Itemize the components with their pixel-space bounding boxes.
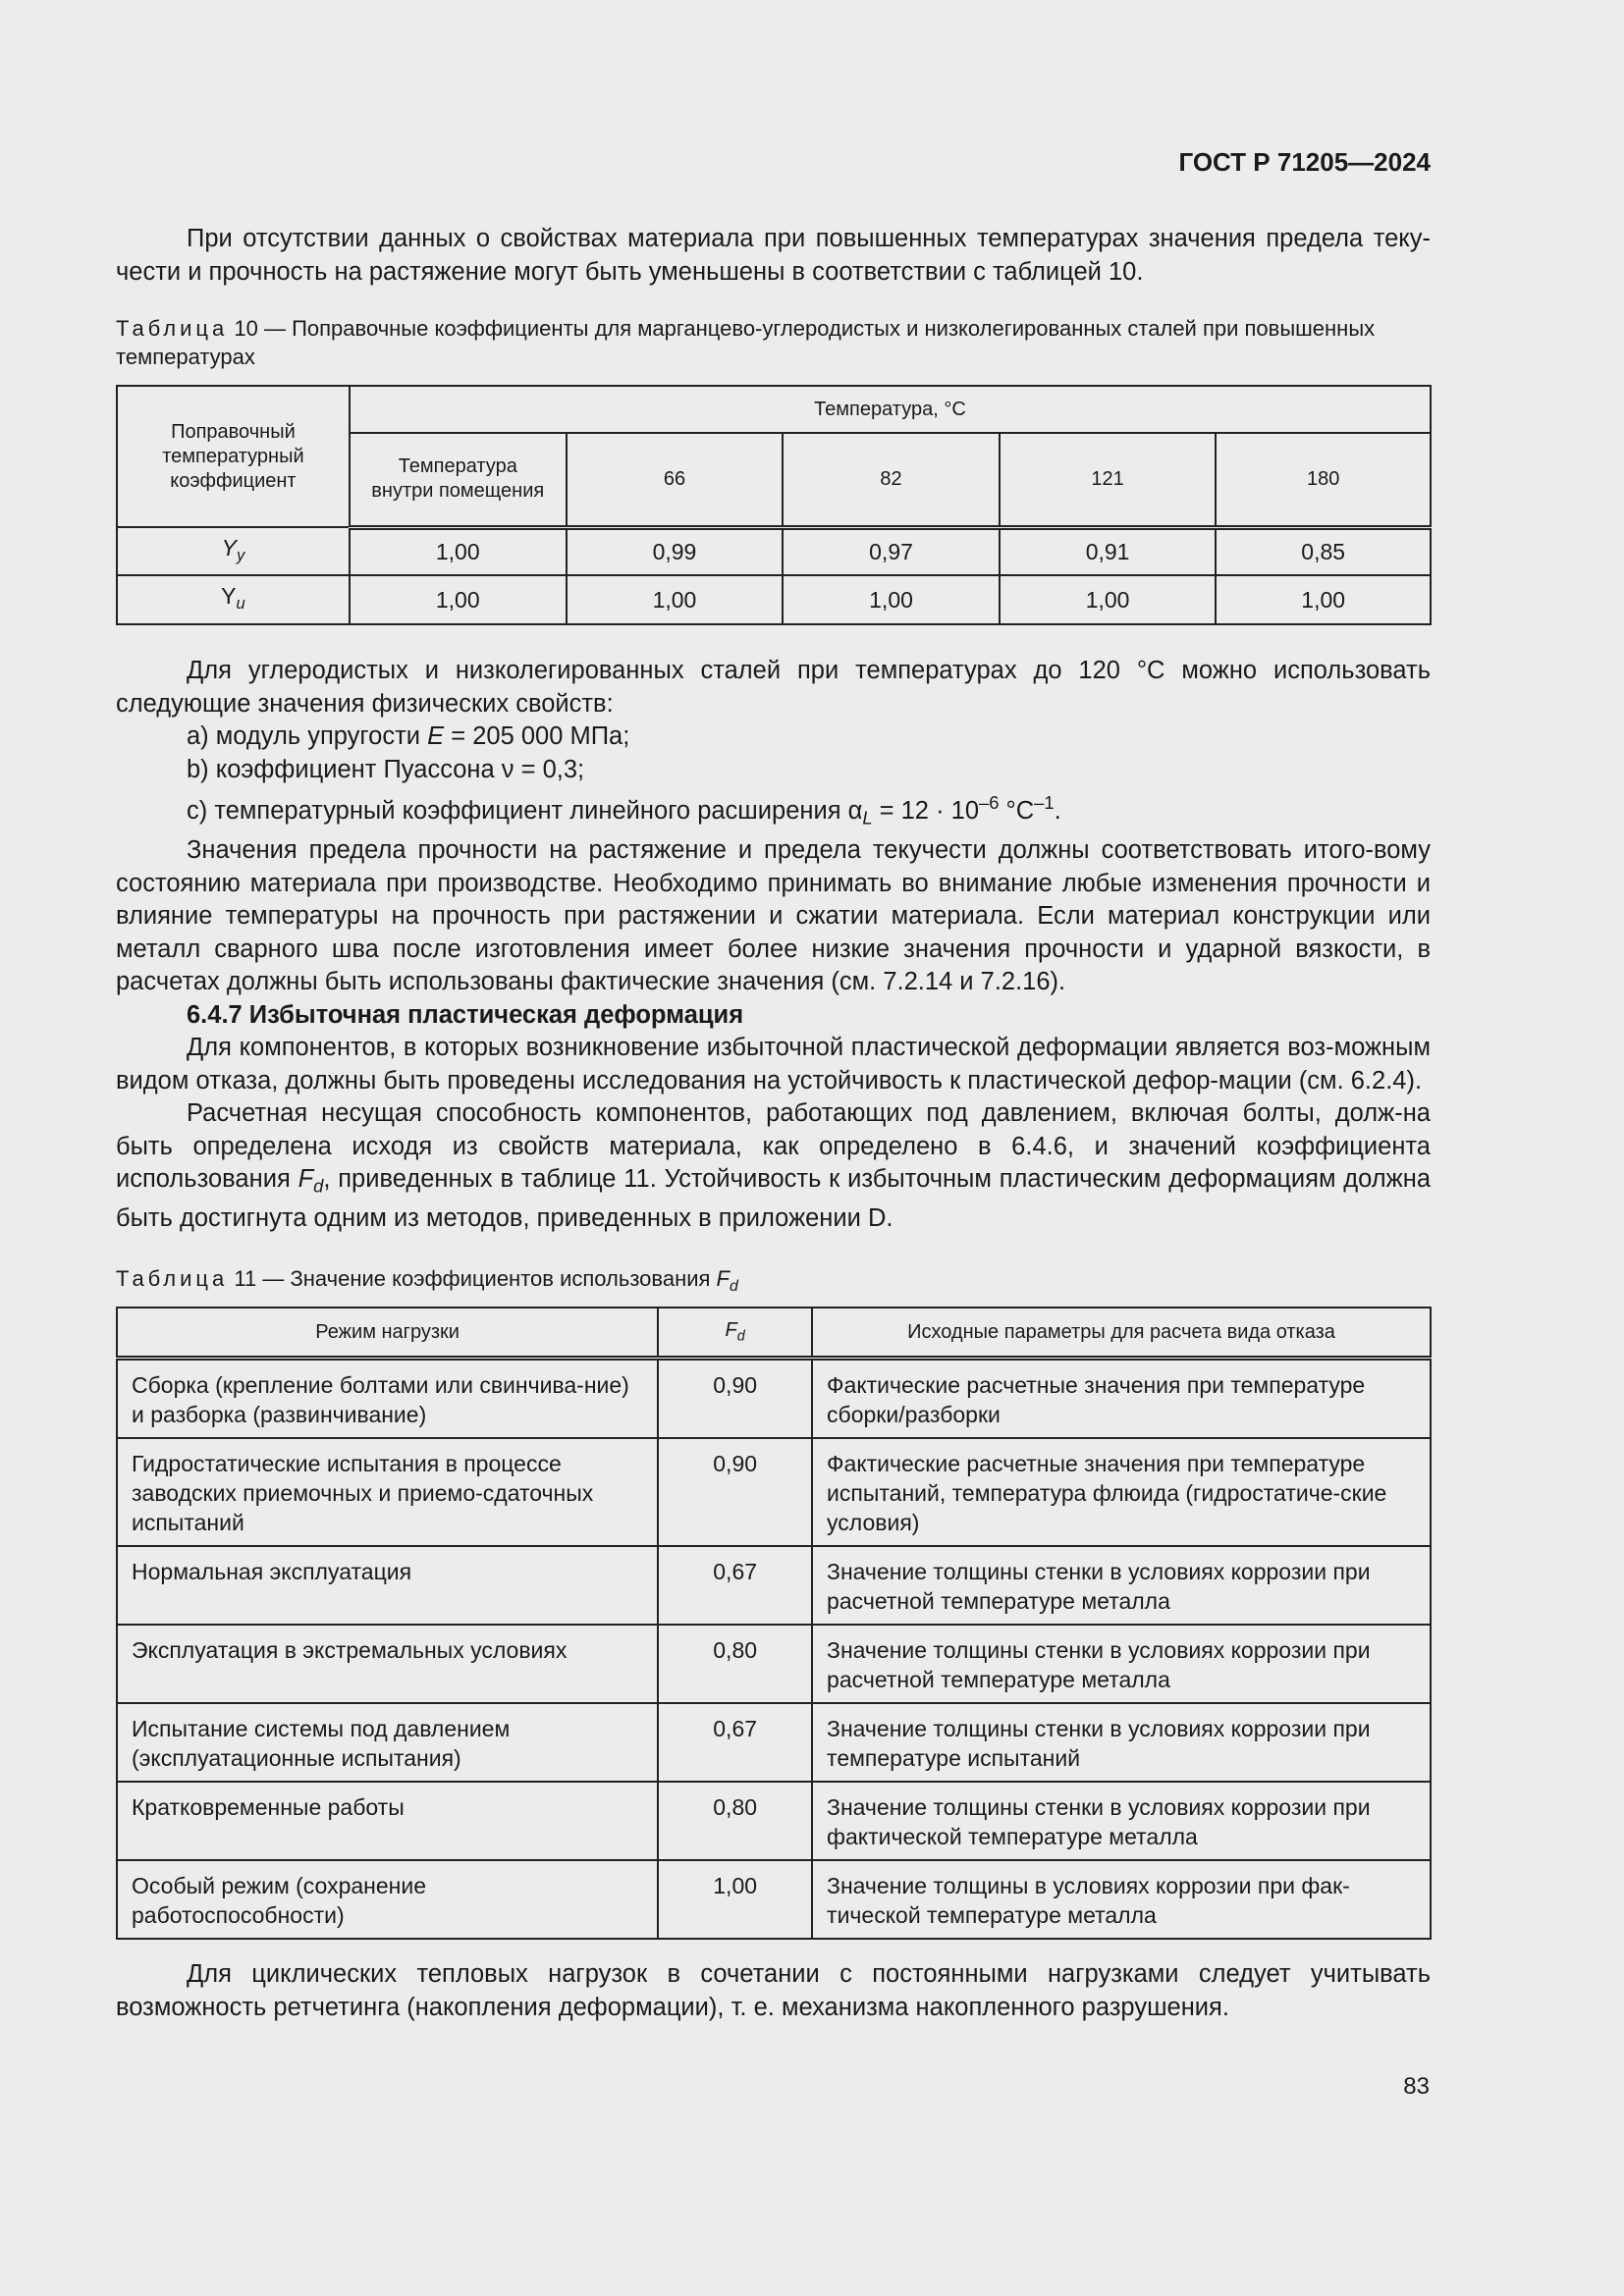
table11-mode: Сборка (крепление болтами или свинчива-ние) и разборка (развинчивание)	[117, 1359, 658, 1439]
table10-temp-header: Температура внутри помещения	[350, 433, 567, 527]
table10-cell: 0,99	[567, 527, 784, 575]
table10-caption-text: 10 — Поправочные коэффициенты для марганцево-углеродистых и низколегированных сталей при повышенных температурах	[116, 316, 1376, 369]
paragraph-ratcheting: Для циклических тепловых нагрузок в сочетании с постоянными нагрузками следует учитывать возможность ретчетинга (накопления деформации), т. е. механизма накопленного разрушения.	[116, 1960, 1431, 2021]
table11-fd: 0,80	[658, 1625, 812, 1703]
standard-header: ГОСТ Р 71205—2024	[1178, 147, 1431, 177]
table11-fd: 1,00	[658, 1860, 812, 1939]
table10-cell: 1,00	[1216, 575, 1431, 624]
table11-mode: Эксплуатация в экстремальных условиях	[117, 1625, 658, 1703]
table10-caption	[116, 314, 1431, 371]
table11-params: Значение толщины стенки в условиях коррозии при температуре испытаний	[812, 1703, 1431, 1782]
paragraph-plastic-deformation: Для компонентов, в которых возникновение избыточной пластической деформации является воз-можным видом отказа, должны быть проведены исследования на устойчивость к пластической дефор-мации (см. 6.2.4).	[116, 1034, 1431, 1095]
paragraph-strength-values: Значения предела прочности на растяжение и предела текучести должны соответствовать итого-вому состоянию материала при производстве. Необходимо принимать во внимание любые изменения прочности и влияние температуры на прочность при растяжении и сжатии материала. Если материал конструкции или металл сварного шва после изготовления имеет более низкие значения прочности и ударной вязкости, в расчетах должны быть использованы фактические значения (см. 7.2.14 и 7.2.16).	[116, 836, 1431, 996]
table10-cell: 1,00	[350, 575, 567, 624]
table11-params: Фактические расчетные значения при температуре испытаний, температура флюида (гидростатиче-ские условия)	[812, 1438, 1431, 1546]
table11-mode: Особый режим (сохранение работоспособности)	[117, 1860, 658, 1939]
table10-cell: 0,85	[1216, 527, 1431, 575]
intro-paragraph	[116, 223, 1431, 289]
table-row	[117, 1703, 1431, 1782]
table11-mode: Гидростатические испытания в процессе заводских приемочных и приемо-сдаточных испытаний	[117, 1438, 658, 1546]
table11-fd: 0,80	[658, 1782, 812, 1860]
table10-cell: 0,97	[783, 527, 1000, 575]
intro-text: При отсутствии данных о свойствах материала при повышенных температурах значения предела теку-чести и прочность на растяжение могут быть уменьшены в соответствии с таблицей 10.	[116, 225, 1431, 286]
table11-mode: Нормальная эксплуатация	[117, 1546, 658, 1625]
table-row	[117, 1860, 1431, 1939]
table10-cell: 1,00	[1000, 575, 1217, 624]
table11-caption: Таблица 11 — Значение коэффициентов использования $F_d$	[116, 1266, 738, 1295]
table10-cell: 1,00	[350, 527, 567, 575]
table-row	[117, 1359, 1431, 1439]
table11-params: Фактические расчетные значения при температуре сборки/разборки	[812, 1359, 1431, 1439]
table-row	[117, 1546, 1431, 1625]
table11-params: Значение толщины в условиях коррозии при фак-тической температуре металла	[812, 1860, 1431, 1939]
table10-row	[117, 575, 1431, 624]
table11-fd: 0,90	[658, 1359, 812, 1439]
closing-paragraph	[116, 1958, 1431, 2024]
table11-mode: Испытание системы под давлением (эксплуатационные испытания)	[117, 1703, 658, 1782]
table10-temp-header: 82	[783, 433, 1000, 527]
table11-params: Значение толщины стенки в условиях коррозии при расчетной температуре металла	[812, 1546, 1431, 1625]
table11-header-mode: Режим нагрузки	[117, 1308, 658, 1359]
table10-cell: 1,00	[783, 575, 1000, 624]
table11-fd: 0,67	[658, 1546, 812, 1625]
table-10	[116, 385, 1432, 625]
table-row	[117, 1782, 1431, 1860]
table10-temp-header: 121	[1000, 433, 1217, 527]
paragraph-physical-properties: Для углеродистых и низколегированных сталей при температурах до 120 °С можно использовать следующие значения физических свойств:	[116, 657, 1431, 718]
table-row	[117, 1438, 1431, 1546]
table11-params: Значение толщины стенки в условиях коррозии при расчетной температуре металла	[812, 1625, 1431, 1703]
table10-temp-header: 180	[1216, 433, 1431, 527]
table10-caption-prefix: Таблица	[116, 316, 229, 341]
table10-temp-header: 66	[567, 433, 784, 527]
list-item-c: c) температурный коэффициент линейного расширения $\alpha_L = 12 \cdot 10^{-6}$ $^\circ C^{-1}$.	[187, 792, 1061, 828]
table10-row	[117, 527, 1431, 575]
table10-cell: 1,00	[567, 575, 784, 624]
list-item-a: a) модуль упругости E = 205 000 МПа;	[187, 722, 630, 750]
table11-mode: Кратковременные работы	[117, 1782, 658, 1860]
table11-fd: 0,90	[658, 1438, 812, 1546]
table11-caption-text: 11 — Значение коэффициентов использования	[228, 1266, 717, 1291]
table11-header-params: Исходные параметры для расчета вида отказа	[812, 1308, 1431, 1359]
table10-symbol: $Y_y$	[117, 527, 350, 575]
table10-cell: 0,91	[1000, 527, 1217, 575]
table11-fd: 0,67	[658, 1703, 812, 1782]
section-title: 6.4.7 Избыточная пластическая деформация	[187, 1000, 744, 1029]
table10-symbol: $Y_u$	[117, 575, 350, 624]
table10-group-header: Температура, °С	[350, 386, 1431, 433]
table11-caption-prefix: Таблица	[116, 1266, 229, 1291]
page-number: 83	[1403, 2073, 1430, 2100]
body-text-block-1	[116, 655, 1431, 1236]
paragraph-load-capacity: Расчетная несущая способность компонентов, работающих под давлением, включая болты, долж-на быть определена исходя из свойств материала, как определено в 6.4.6, и значений коэффициента использования $F_d$, приведенных в таблице 11. Устойчивость к избыточным пластическим деформациям должна быть достигнута одним из методов, приведенных в приложении D.	[116, 1099, 1432, 1233]
table-11	[116, 1307, 1432, 1940]
table11-header-fd: $F_d$	[658, 1308, 812, 1359]
list-item-b: b) коэффициент Пуассона ν = 0,3;	[187, 755, 585, 783]
table-row	[117, 1625, 1431, 1703]
table11-params: Значение толщины стенки в условиях коррозии при фактической температуре металла	[812, 1782, 1431, 1860]
table10-col-header-coefficient: Поправочный температурный коэффициент	[117, 386, 350, 527]
